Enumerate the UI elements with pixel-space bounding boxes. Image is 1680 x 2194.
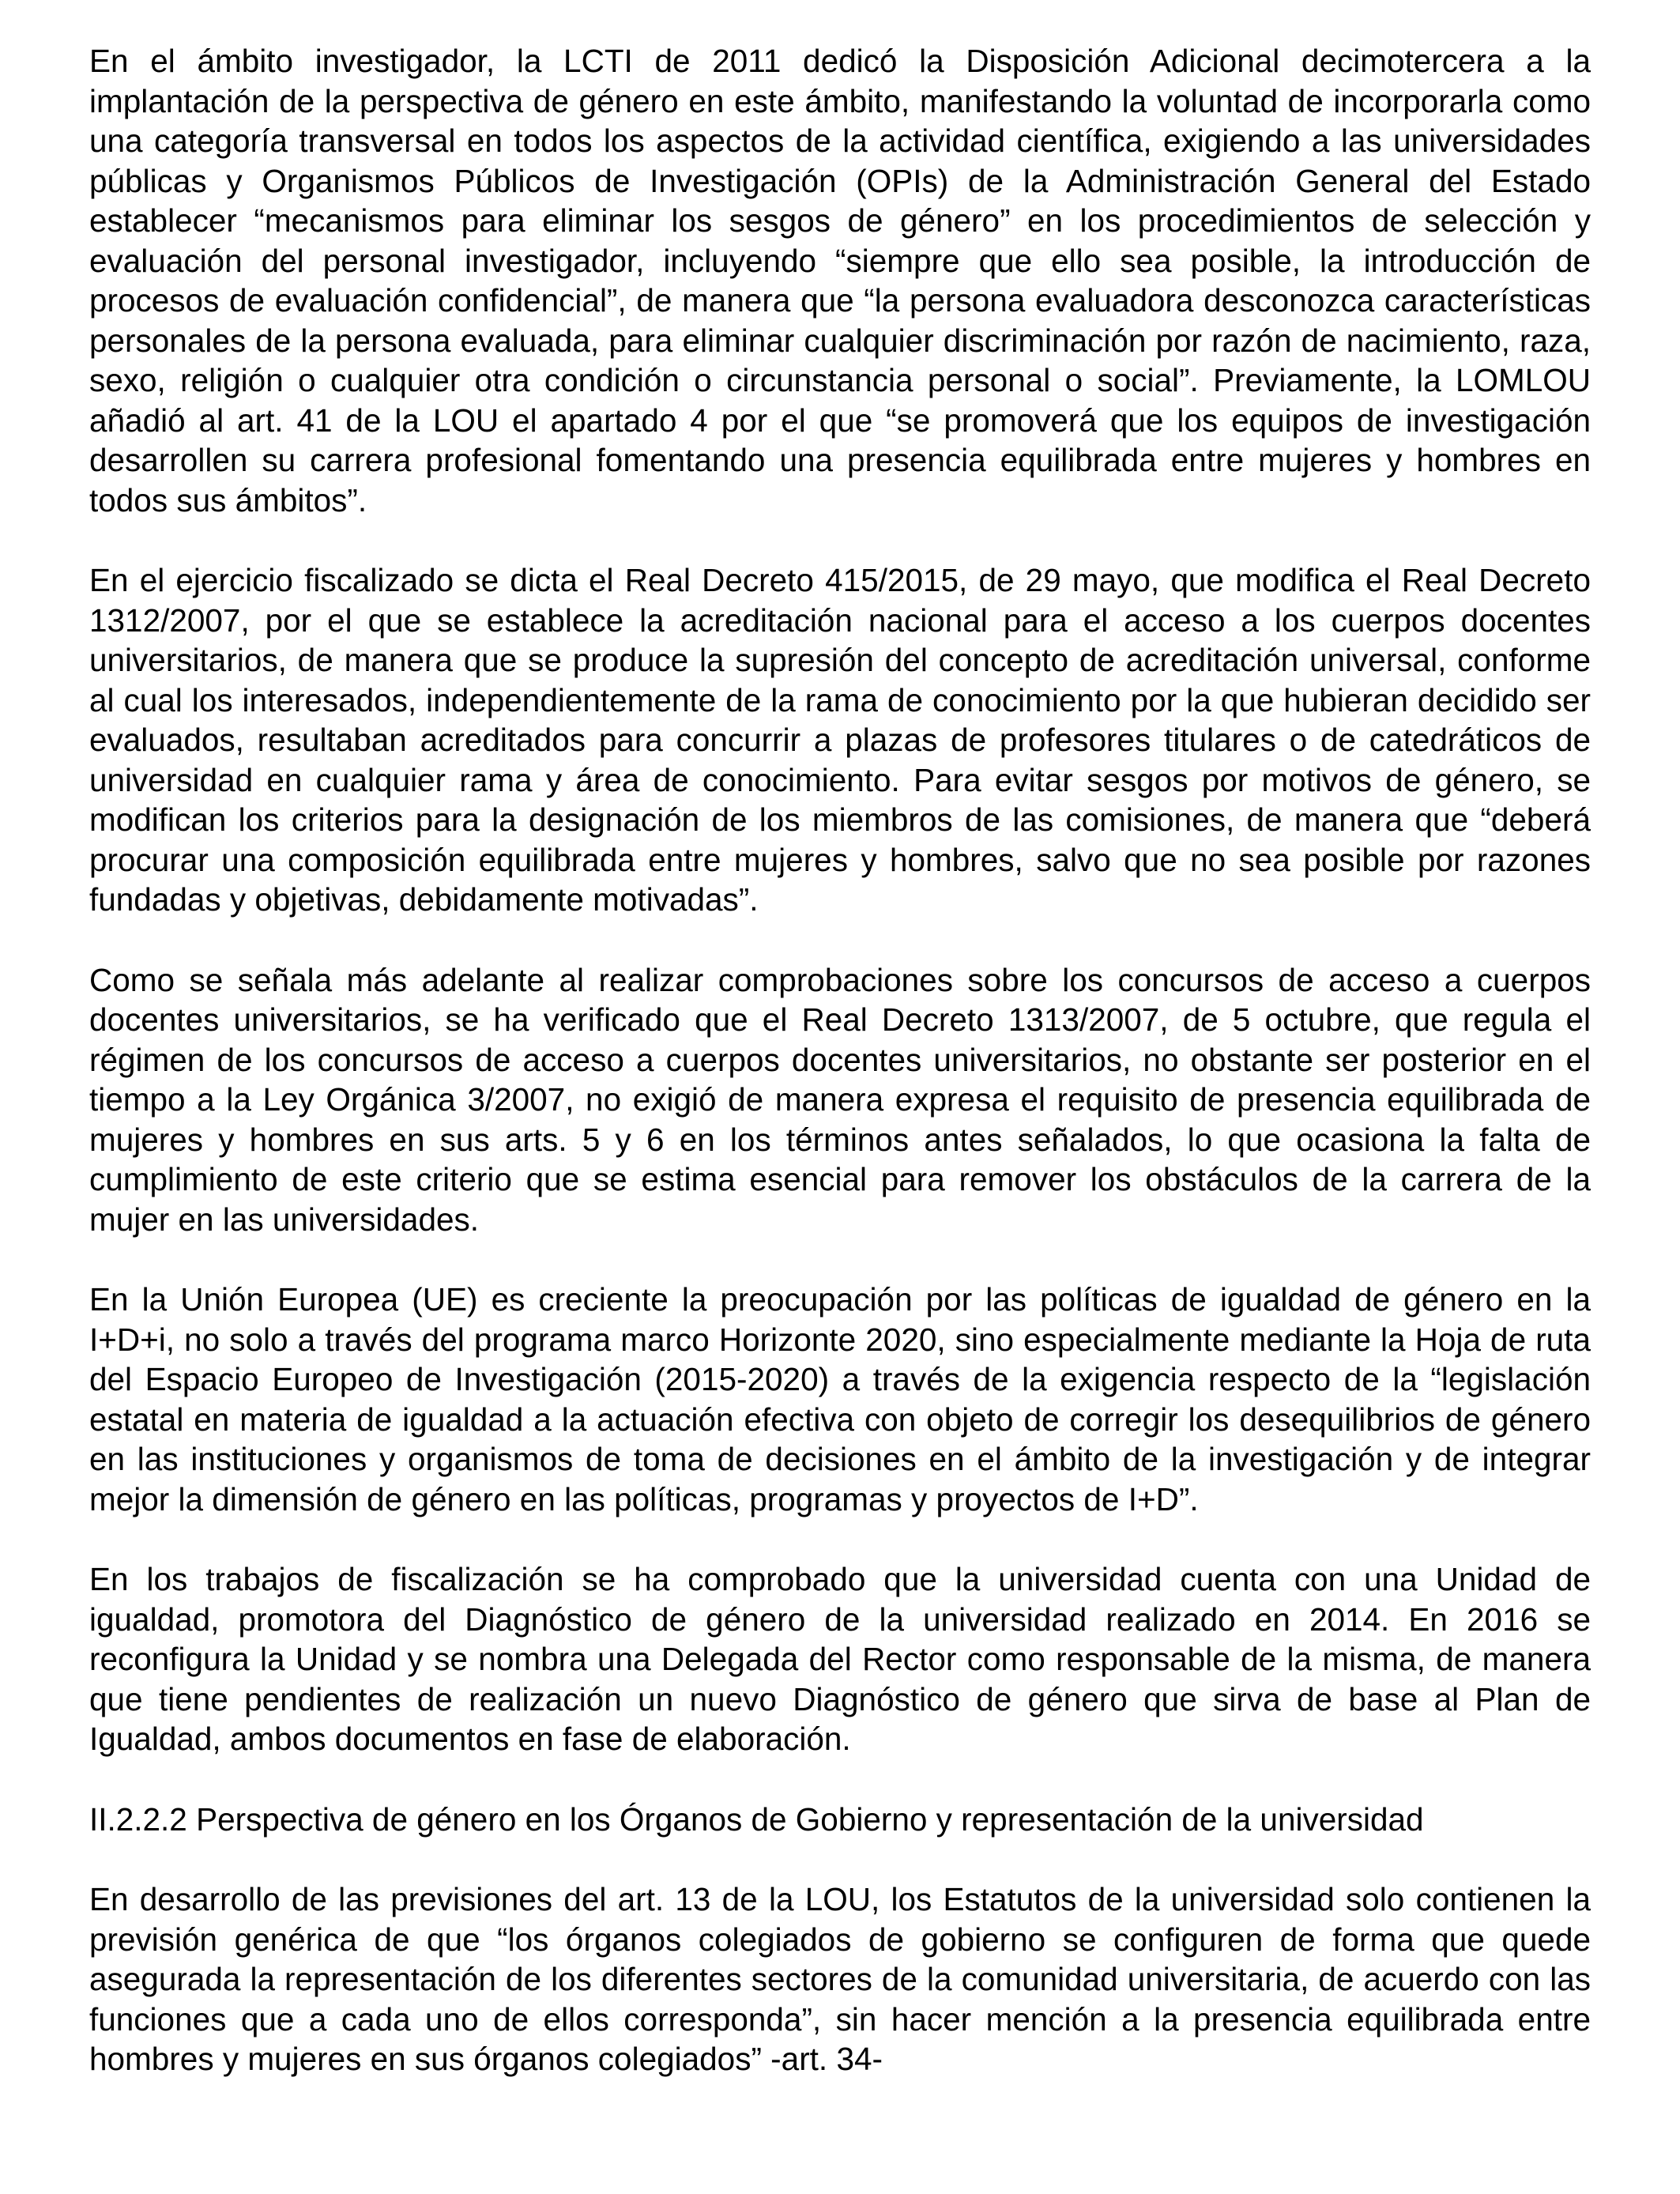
section-heading: II.2.2.2 Perspectiva de género en los Órganos de Gobierno y representación de la universidad [89,1800,1424,1838]
paragraph-lcti-gender-research: En el ámbito investigador, la LCTI de 2011 dedicó la Disposición Adicional decimotercera a la implantación de la perspectiva de género en este ámbito, manifestando la voluntad de incorporarla como una categoría transversal en todos los aspectos de la actividad científica, exigiendo a las universidades públicas y Organismos Públicos de Investigación (OPIs) de la Administración General del Estado establecer “mecanismos para eliminar los sesgos de género” en los procedimientos de selección y evaluación del personal investigador, incluyendo “siempre que ello sea posible, la introducción de procesos de evaluación confidencial”, de manera que “la persona evaluadora desconozca características personales de la persona evaluada, para eliminar cualquier discriminación por razón de nacimiento, raza, sexo, religión o cualquier otra condición o circunstancia personal o social”. Previamente, la LOMLOU añadió al art. 41 de la LOU el apartado 4 por el que “se promoverá que los equipos de investigación desarrollen su carrera profesional fomentando una presencia equilibrada entre mujeres y hombres en todos sus ámbitos”. [89,43,1591,518]
paragraph-equality-unit: En los trabajos de fiscalización se ha comprobado que la universidad cuenta con una Unidad de igualdad, promotora del Diagnóstico de género de la universidad realizado en 2014. En 2016 se reconfigura la Unidad y se nombra una Delegada del Rector como responsable de la misma, de manera que tiene pendientes de realización un nuevo Diagnóstico de género que sirva de base al Plan de Igualdad, ambos documentos en fase de elaboración. [89,1561,1591,1757]
document-page [89,41,1591,2120]
paragraph-statutes-governing-bodies: En desarrollo de las previsiones del art. 13 de la LOU, los Estatutos de la universidad solo contienen la previsión genérica de que “los órganos colegiados de gobierno se configuren de forma que quede asegurada la representación de los diferentes sectores de la comunidad universitaria, de acuerdo con las funciones que a cada uno de ellos corresponda”, sin hacer mención a la presencia equilibrada entre hombres y mujeres en sus órganos colegiados” -art. 34- [89,1881,1591,2077]
paragraph-real-decreto-1313-2007: Como se señala más adelante al realizar comprobaciones sobre los concursos de acceso a cuerpos docentes universitarios, se ha verificado que el Real Decreto 1313/2007, de 5 octubre, que regula el régimen de los concursos de acceso a cuerpos docentes universitarios, no obstante ser posterior en el tiempo a la Ley Orgánica 3/2007, no exigió de manera expresa el requisito de presencia equilibrada de mujeres y hombres en sus arts. 5 y 6 en los términos antes señalados, lo que ocasiona la falta de cumplimiento de este criterio que se estima esencial para remover los obstáculos de la carrera de la mujer en las universidades. [89,961,1591,1238]
paragraph-real-decreto-415-2015: En el ejercicio fiscalizado se dicta el Real Decreto 415/2015, de 29 mayo, que modifica el Real Decreto 1312/2007, por el que se establece la acreditación nacional para el acceso a los cuerpos docentes universitarios, de manera que se produce la supresión del concepto de acreditación universal, conforme al cual los interesados, independientemente de la rama de conocimiento por la que hubieran decidido ser evaluados, resultaban acreditados para concurrir a plazas de profesores titulares o de catedráticos de universidad en cualquier rama y área de conocimiento. Para evitar sesgos por motivos de género, se modifican los criterios para la designación de los miembros de las comisiones, de manera que “deberá procurar una composición equilibrada entre mujeres y hombres, salvo que no sea posible por razones fundadas y objetivas, debidamente motivadas”. [89,562,1591,918]
paragraph-european-union-policy: En la Unión Europea (UE) es creciente la preocupación por las políticas de igualdad de género en la I+D+i, no solo a través del programa marco Horizonte 2020, sino especialmente mediante la Hoja de ruta del Espacio Europeo de Investigación (2015-2020) a través de la exigencia respecto de la “legislación estatal en materia de igualdad a la actuación efectiva con objeto de corregir los desequilibrios de género en las instituciones y organismos de toma de decisiones en el ámbito de la investigación y de integrar mejor la dimensión de género en las políticas, programas y proyectos de I+D”. [89,1281,1591,1517]
